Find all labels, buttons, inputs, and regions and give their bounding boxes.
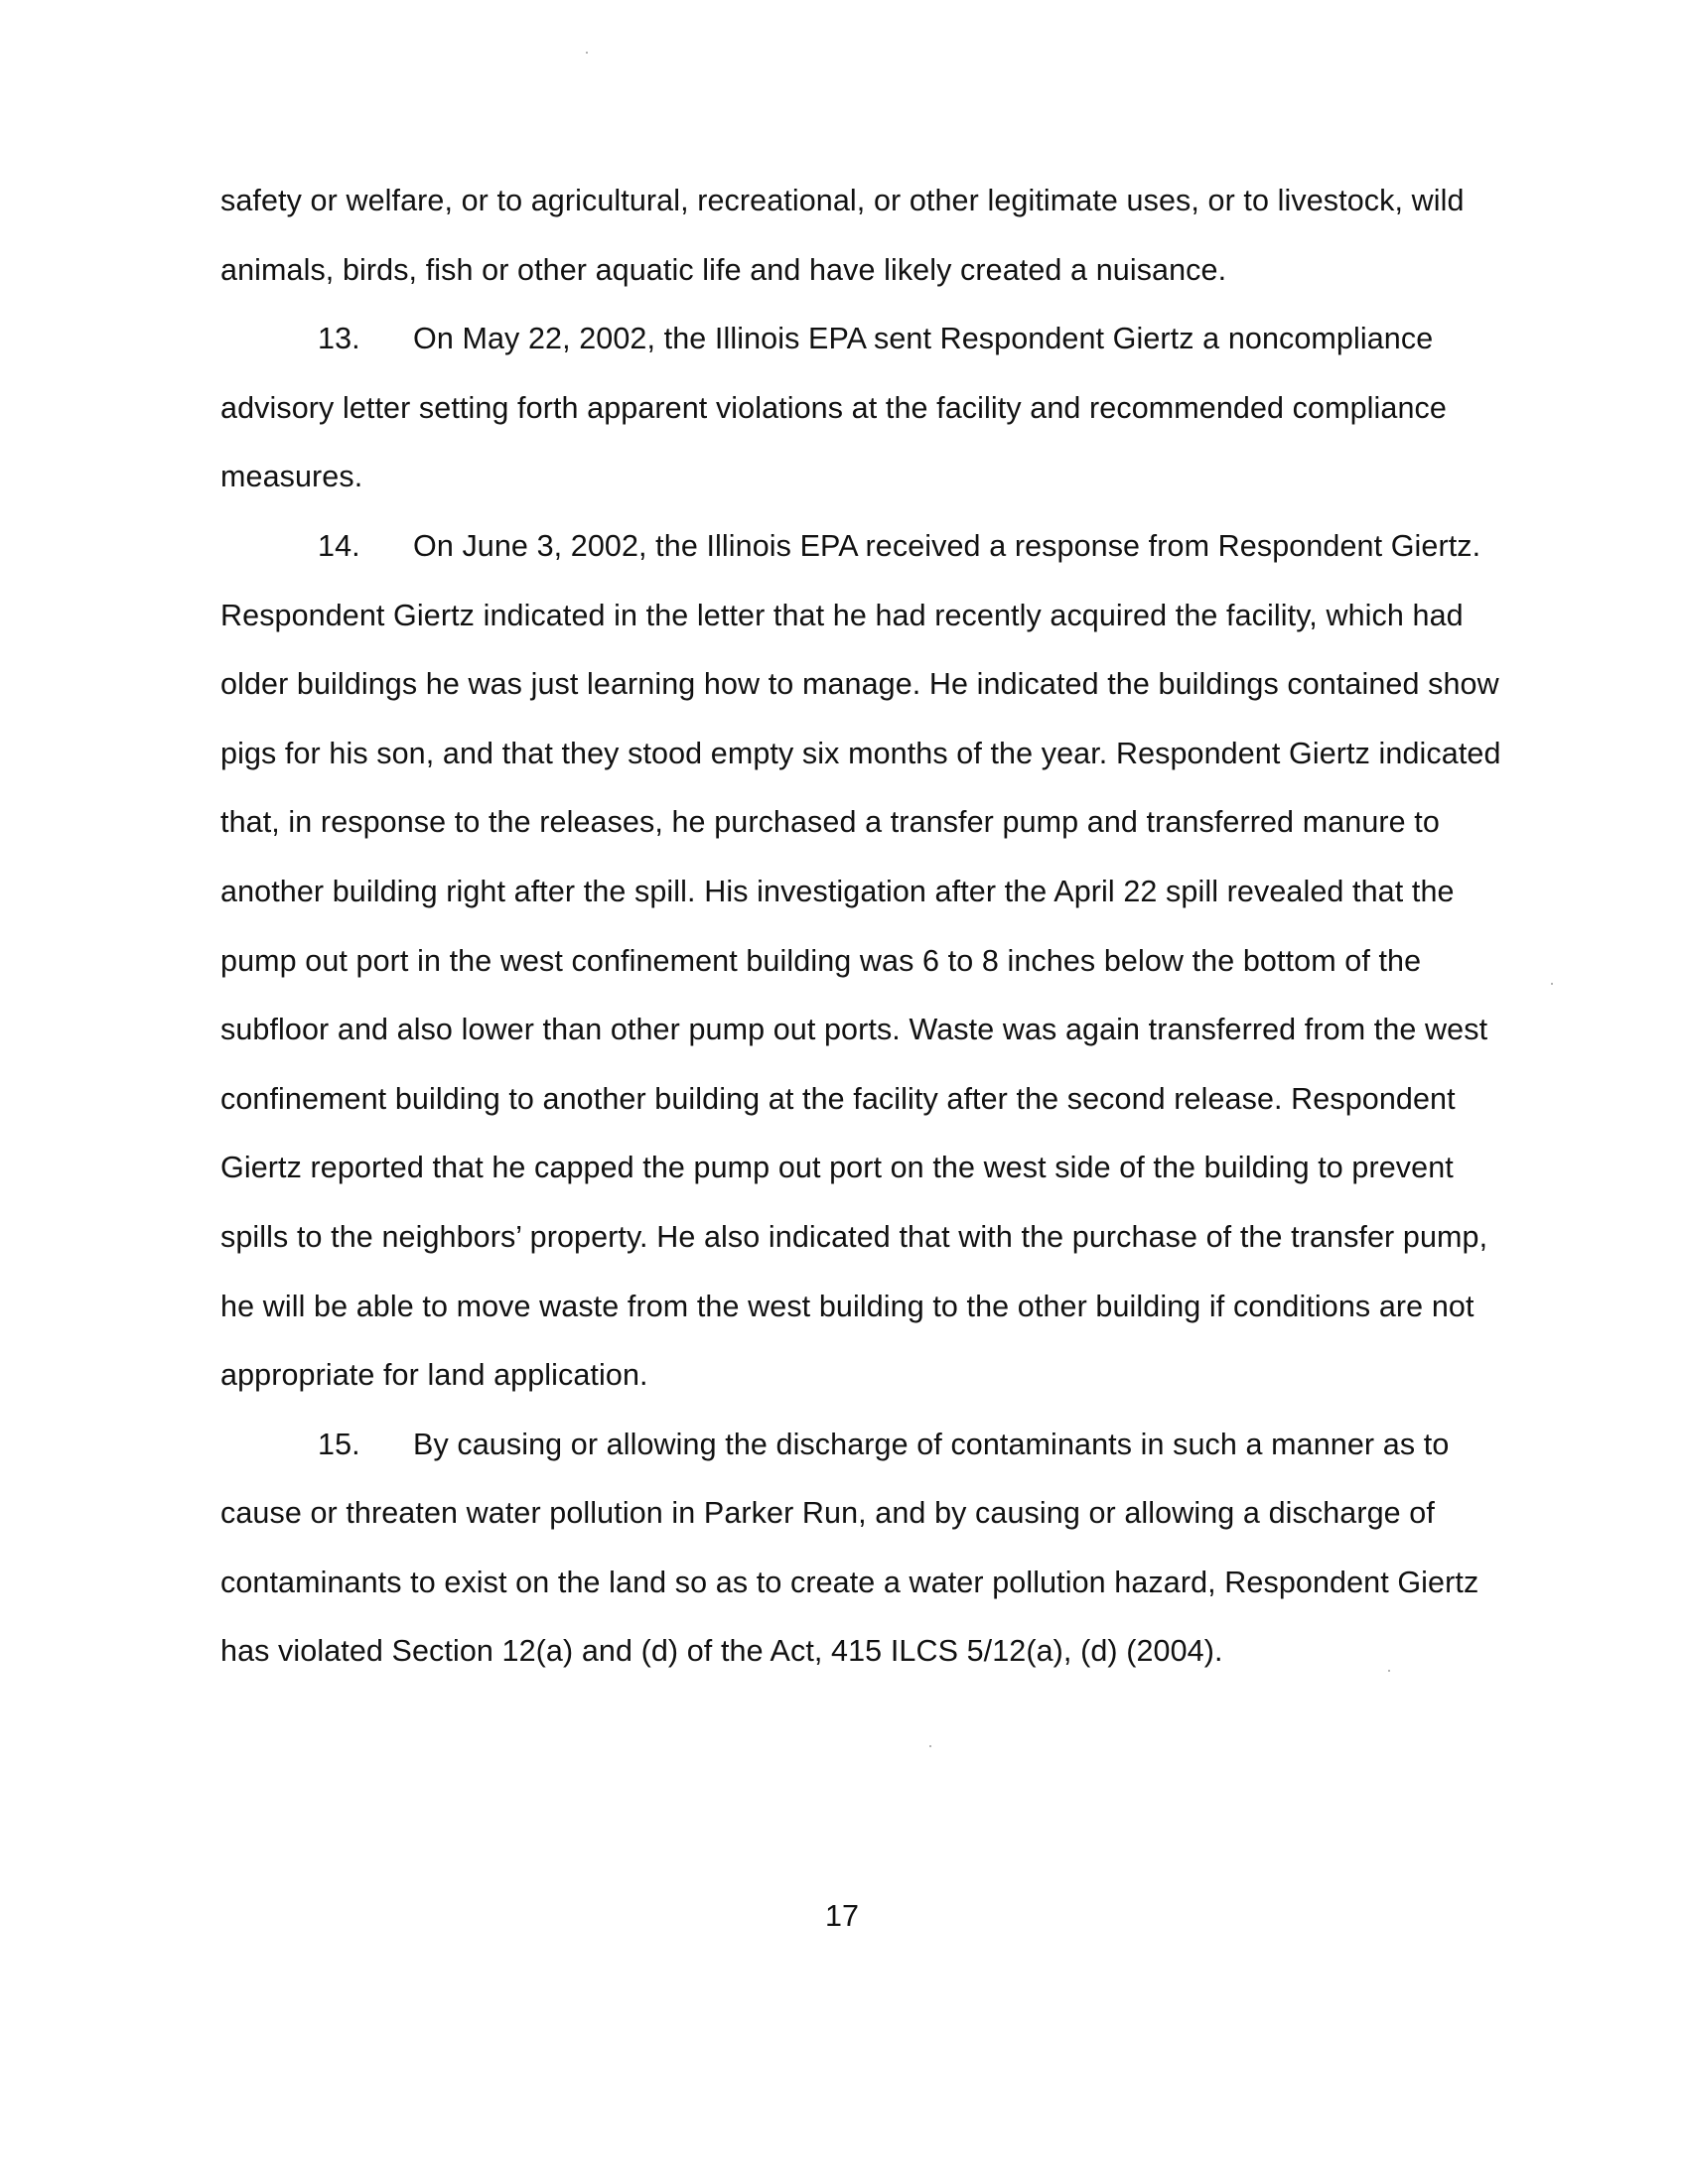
paragraph-15 <box>220 1411 1501 1687</box>
document-body <box>220 167 1501 1687</box>
paragraph-text: On May 22, 2002, the Illinois EPA sent Respondent Giertz a noncompliance advisory letter setting forth apparent violations at the facility and recommended compliance measures. <box>220 322 1447 494</box>
paragraph-number: 15. <box>318 1427 360 1461</box>
scan-speck <box>1551 983 1553 985</box>
paragraph-number: 14. <box>318 528 360 563</box>
continued-paragraph-text: safety or welfare, or to agricultural, recreational, or other legitimate uses, or to livestock, wild animals, birds, fish or other aquatic life and have likely created a nuisance. <box>220 184 1465 287</box>
paragraph-14 <box>220 512 1501 1411</box>
paragraph-text: By causing or allowing the discharge of contaminants in such a manner as to cause or threaten water pollution in Parker Run, and by causing or allowing a discharge of contaminants to exist on the land so as to create a water pollution hazard, Respondent Giertz has violated Section 12(a) and (d) of the Act, 415 ILCS 5/12(a), (d) (2004). <box>220 1427 1479 1669</box>
paragraph-text: On June 3, 2002, the Illinois EPA received a response from Respondent Giertz. Respondent Giertz indicated in the letter that he had recently acquired the facility, which had older buildings he was just learning how to manage. He indicated the buildings contained show pigs for his son, and that they stood empty six months of the year. Respondent Giertz indicated that, in response to the releases, he purchased a transfer pump and transferred manure to another building right after the spill. His investigation after the April 22 spill revealed that the pump out port in the west confinement building was 6 to 8 inches below the bottom of the subfloor and also lower than other pump out ports. Waste was again transferred from the west confinement building to another building at the facility after the second release. Respondent Giertz reported that he capped the pump out port on the west side of the building to prevent spills to the neighbors’ property. He also indicated that with the purchase of the transfer pump, he will be able to move waste from the west building to the other building if conditions are not appropriate for land application. <box>220 528 1501 1393</box>
continued-paragraph <box>220 167 1501 305</box>
paragraph-number: 13. <box>318 322 360 356</box>
scan-speck <box>1388 1670 1390 1672</box>
scan-speck <box>929 1745 931 1747</box>
page-number: 17 <box>825 1899 859 1933</box>
scan-speck <box>586 52 588 54</box>
paragraph-13 <box>220 305 1501 512</box>
